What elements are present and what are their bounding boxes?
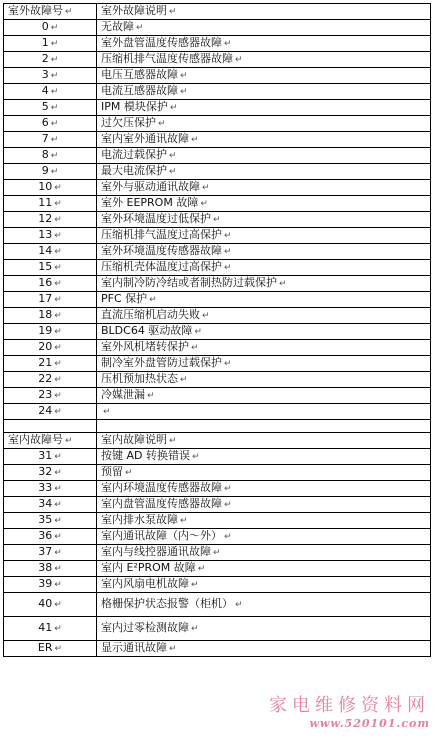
paragraph-mark: ↵ <box>50 151 59 161</box>
fault-description <box>97 308 431 324</box>
paragraph-mark: ↵ <box>54 183 62 193</box>
fault-description <box>97 324 431 340</box>
table-row <box>4 545 431 561</box>
paragraph-mark: ↵ <box>191 343 199 353</box>
paragraph-mark: ↵ <box>180 375 188 385</box>
fault-description <box>97 276 431 292</box>
fault-code <box>4 244 97 260</box>
fault-code <box>4 116 97 132</box>
fault-description <box>97 228 431 244</box>
table-row <box>4 513 431 529</box>
paragraph-mark: ↵ <box>54 279 62 289</box>
table-row <box>4 228 431 244</box>
table-row <box>4 308 431 324</box>
fault-description <box>97 292 431 308</box>
table-row <box>4 340 431 356</box>
fault-code <box>4 100 97 116</box>
table-row <box>4 84 431 100</box>
outdoor-header-desc-text: 室外故障说明 <box>101 4 167 17</box>
fault-description <box>97 132 431 148</box>
table-row <box>4 292 431 308</box>
fault-code <box>4 372 97 388</box>
fault-code-text: 20 <box>38 340 53 353</box>
fault-code <box>4 276 97 292</box>
paragraph-mark: ↵ <box>54 452 62 462</box>
table-row <box>4 561 431 577</box>
fault-description <box>97 356 431 372</box>
paragraph-mark: ↵ <box>192 452 200 462</box>
paragraph-mark: ↵ <box>54 247 62 257</box>
fault-description <box>97 68 431 84</box>
paragraph-mark: ↵ <box>197 564 206 574</box>
fault-description-text: BLDC64 驱动故障 <box>101 324 193 337</box>
fault-description <box>97 388 431 404</box>
table-row <box>4 36 431 52</box>
fault-code-text: 41 <box>38 621 53 634</box>
fault-code <box>4 388 97 404</box>
fault-description <box>97 497 431 513</box>
paragraph-mark: ↵ <box>54 375 62 385</box>
fault-description-text: 室内排水泵故障 <box>101 513 178 526</box>
fault-description <box>97 545 431 561</box>
fault-code-text: 0 <box>41 20 49 33</box>
fault-code-text: 21 <box>38 356 53 369</box>
fault-code <box>4 481 97 497</box>
paragraph-mark: ↵ <box>50 135 59 145</box>
table-row <box>4 212 431 228</box>
paragraph-mark: ↵ <box>65 436 73 446</box>
fault-code <box>4 465 97 481</box>
fault-code-text: 32 <box>38 465 53 478</box>
indoor-header-desc-text: 室内故障说明 <box>101 433 167 446</box>
table-row <box>4 449 431 465</box>
fault-description-text: 室外环境温度过低保护 <box>101 212 211 225</box>
fault-code <box>4 593 97 617</box>
fault-code <box>4 164 97 180</box>
fault-description-text: 室内制冷防冷结或者制热防过载保护 <box>101 276 277 289</box>
fault-code-text: 17 <box>38 292 53 305</box>
fault-code-text: 12 <box>38 212 53 225</box>
paragraph-mark: ↵ <box>54 532 62 542</box>
fault-description-text: 直流压缩机启动失败 <box>101 308 200 321</box>
fault-code-text: 1 <box>41 36 49 49</box>
fault-code <box>4 404 97 420</box>
table-row <box>4 465 431 481</box>
fault-code-text: 7 <box>41 132 49 145</box>
paragraph-mark: ↵ <box>169 103 178 113</box>
fault-description <box>97 465 431 481</box>
paragraph-mark: ↵ <box>224 247 232 257</box>
section-spacer-row <box>4 420 431 433</box>
fault-description-text: 室内过零检测故障 <box>101 621 189 634</box>
fault-code <box>4 449 97 465</box>
indoor-header-code <box>4 433 97 449</box>
fault-code-text: 13 <box>38 228 53 241</box>
fault-code-text: 22 <box>38 372 53 385</box>
fault-code <box>4 148 97 164</box>
fault-description <box>97 617 431 641</box>
table-row <box>4 68 431 84</box>
fault-code-table <box>3 3 431 657</box>
fault-code <box>4 641 97 657</box>
table-row <box>4 593 431 617</box>
paragraph-mark: ↵ <box>54 564 62 574</box>
fault-description <box>97 84 431 100</box>
fault-description <box>97 180 431 196</box>
fault-description <box>97 20 431 36</box>
fault-code <box>4 180 97 196</box>
table-row <box>4 164 431 180</box>
fault-description-text: 室内与线控器通讯故障 <box>101 545 211 558</box>
fault-description-text: 室内通讯故障（内～外） <box>101 529 222 542</box>
fault-description <box>97 36 431 52</box>
paragraph-mark: ↵ <box>54 624 62 634</box>
fault-code <box>4 529 97 545</box>
fault-description-text: 室内 E²PROM 故障 <box>101 561 196 574</box>
fault-code-text: 2 <box>41 52 49 65</box>
fault-description <box>97 481 431 497</box>
outdoor-header-row <box>4 4 431 20</box>
table-row <box>4 244 431 260</box>
fault-code <box>4 617 97 641</box>
paragraph-mark: ↵ <box>54 231 62 241</box>
fault-description-text: 室内风扇电机故障 <box>101 577 189 590</box>
paragraph-mark: ↵ <box>224 39 232 49</box>
fault-description-text: 压缩机排气温度传感器故障 <box>101 52 233 65</box>
fault-description <box>97 212 431 228</box>
paragraph-mark: ↵ <box>224 231 232 241</box>
fault-description-text: 最大电流保护 <box>101 164 167 177</box>
indoor-header-desc <box>97 433 431 449</box>
table-row <box>4 324 431 340</box>
empty-cell <box>97 420 431 433</box>
paragraph-mark: ↵ <box>50 23 59 33</box>
fault-description-text: PFC 保护 <box>101 292 148 305</box>
table-row <box>4 132 431 148</box>
fault-description-text: 压缩机壳体温度过高保护 <box>101 260 222 273</box>
paragraph-mark: ↵ <box>54 263 62 273</box>
paragraph-mark: ↵ <box>191 135 199 145</box>
fault-description <box>97 404 431 420</box>
fault-description-text: 格栅保护状态报警（柜机） <box>101 597 233 610</box>
fault-code-text: 23 <box>38 388 53 401</box>
fault-code <box>4 292 97 308</box>
paragraph-mark: ↵ <box>213 215 221 225</box>
fault-description-text: 过欠压保护 <box>101 116 156 129</box>
fault-description <box>97 577 431 593</box>
table-row <box>4 617 431 641</box>
fault-code <box>4 340 97 356</box>
fault-description <box>97 260 431 276</box>
fault-code <box>4 577 97 593</box>
table-row <box>4 196 431 212</box>
fault-description-text: 压机预加热状态 <box>101 372 178 385</box>
fault-code <box>4 356 97 372</box>
paragraph-mark: ↵ <box>54 548 62 558</box>
table-row <box>4 100 431 116</box>
fault-code-text: 16 <box>38 276 53 289</box>
fault-description-text: 无故障 <box>101 20 134 33</box>
indoor-header-code-text: 室内故障号 <box>8 433 63 446</box>
fault-description <box>97 196 431 212</box>
paragraph-mark: ↵ <box>224 484 232 494</box>
paragraph-mark: ↵ <box>54 407 62 417</box>
fault-description <box>97 529 431 545</box>
fault-code <box>4 497 97 513</box>
fault-description-text: 预留 <box>101 465 123 478</box>
fault-code-text: 33 <box>38 481 53 494</box>
paragraph-mark: ↵ <box>224 263 232 273</box>
fault-description-text: 室外环境温度传感器故障 <box>101 244 222 257</box>
fault-code-text: 24 <box>38 404 53 417</box>
fault-description-text: 压缩机排气温度过高保护 <box>101 228 222 241</box>
paragraph-mark: ↵ <box>169 7 177 17</box>
paragraph-mark: ↵ <box>54 468 62 478</box>
indoor-header-row <box>4 433 431 449</box>
paragraph-mark: ↵ <box>224 500 232 510</box>
fault-description <box>97 148 431 164</box>
paragraph-mark: ↵ <box>54 311 62 321</box>
paragraph-mark: ↵ <box>54 644 63 654</box>
fault-code-text: 18 <box>38 308 53 321</box>
fault-table-body <box>4 4 431 657</box>
fault-code-text: 11 <box>38 196 53 209</box>
paragraph-mark: ↵ <box>202 183 210 193</box>
fault-description-text: 电流过载保护 <box>101 148 167 161</box>
fault-code-text: 19 <box>38 324 53 337</box>
fault-description <box>97 100 431 116</box>
fault-code-text: 14 <box>38 244 53 257</box>
watermark-url: www.520101.com <box>309 717 430 730</box>
fault-code <box>4 132 97 148</box>
paragraph-mark: ↵ <box>191 624 199 634</box>
paragraph-mark: ↵ <box>279 279 287 289</box>
paragraph-mark: ↵ <box>158 119 166 129</box>
table-row <box>4 116 431 132</box>
paragraph-mark: ↵ <box>235 55 243 65</box>
paragraph-mark: ↵ <box>213 548 221 558</box>
fault-code-text: 35 <box>38 513 53 526</box>
paragraph-mark: ↵ <box>194 327 202 337</box>
paragraph-mark: ↵ <box>54 391 62 401</box>
table-row <box>4 20 431 36</box>
paragraph-mark: ↵ <box>180 71 188 81</box>
table-row <box>4 148 431 164</box>
fault-code-text: 4 <box>41 84 49 97</box>
fault-description <box>97 372 431 388</box>
fault-description-text: 显示通讯故障 <box>101 641 167 654</box>
fault-code-text: 15 <box>38 260 53 273</box>
fault-code-text: ER <box>37 641 53 654</box>
fault-code <box>4 513 97 529</box>
fault-description-text: 电流互感器故障 <box>101 84 178 97</box>
paragraph-mark: ↵ <box>169 151 177 161</box>
fault-description <box>97 164 431 180</box>
fault-description-text: IPM 模块保护 <box>101 100 168 113</box>
paragraph-mark: ↵ <box>147 391 155 401</box>
paragraph-mark: ↵ <box>50 87 59 97</box>
table-row <box>4 641 431 657</box>
paragraph-mark: ↵ <box>50 71 59 81</box>
paragraph-mark: ↵ <box>149 295 157 305</box>
table-row <box>4 260 431 276</box>
fault-code-text: 31 <box>38 449 53 462</box>
paragraph-mark: ↵ <box>50 55 59 65</box>
fault-description-text: 冷媒泄漏 <box>101 388 145 401</box>
fault-code-text: 9 <box>41 164 49 177</box>
paragraph-mark: ↵ <box>50 103 59 113</box>
fault-description <box>97 449 431 465</box>
paragraph-mark: ↵ <box>169 436 177 446</box>
empty-cell <box>4 420 97 433</box>
paragraph-mark: ↵ <box>54 199 62 209</box>
fault-code-text: 40 <box>38 597 53 610</box>
paragraph-mark: ↵ <box>235 600 243 610</box>
paragraph-mark: ↵ <box>54 500 62 510</box>
paragraph-mark: ↵ <box>65 7 73 17</box>
paragraph-mark: ↵ <box>54 359 62 369</box>
fault-code <box>4 561 97 577</box>
table-row <box>4 404 431 420</box>
paragraph-mark: ↵ <box>54 327 62 337</box>
fault-description-text: 室内环境温度传感器故障 <box>101 481 222 494</box>
fault-description <box>97 116 431 132</box>
paragraph-mark: ↵ <box>54 484 62 494</box>
fault-code-text: 37 <box>38 545 53 558</box>
table-row <box>4 529 431 545</box>
paragraph-mark: ↵ <box>50 39 59 49</box>
fault-description <box>97 593 431 617</box>
table-row <box>4 180 431 196</box>
watermark-title: 家电维修资料网 <box>269 695 430 716</box>
outdoor-header-desc <box>97 4 431 20</box>
fault-code-text: 5 <box>41 100 49 113</box>
fault-code <box>4 68 97 84</box>
fault-code-text: 6 <box>41 116 49 129</box>
site-watermark <box>269 691 430 730</box>
paragraph-mark: ↵ <box>54 343 62 353</box>
fault-code <box>4 228 97 244</box>
paragraph-mark: ↵ <box>54 516 62 526</box>
fault-code <box>4 20 97 36</box>
fault-description <box>97 52 431 68</box>
table-row <box>4 577 431 593</box>
table-row <box>4 52 431 68</box>
fault-code <box>4 260 97 276</box>
fault-description-text: 室外风机堵转保护 <box>101 340 189 353</box>
fault-description-text: 室外 EEPROM 故障 <box>101 196 199 209</box>
paragraph-mark: ↵ <box>200 199 208 209</box>
fault-description-text: 制冷室外盘管防过载保护 <box>101 356 222 369</box>
table-row <box>4 388 431 404</box>
paragraph-mark: ↵ <box>169 167 177 177</box>
paragraph-mark: ↵ <box>224 532 232 542</box>
fault-description-text: 按键 AD 转换错误 <box>101 449 190 462</box>
fault-description <box>97 244 431 260</box>
fault-code-text: 3 <box>41 68 49 81</box>
outdoor-header-code <box>4 4 97 20</box>
paragraph-mark: ↵ <box>180 516 188 526</box>
fault-description <box>97 641 431 657</box>
table-row <box>4 497 431 513</box>
fault-description-text: 室外盘管温度传感器故障 <box>101 36 222 49</box>
fault-code-text: 39 <box>38 577 53 590</box>
fault-description-text: 电压互感器故障 <box>101 68 178 81</box>
paragraph-mark: ↵ <box>54 215 62 225</box>
paragraph-mark: ↵ <box>136 23 144 33</box>
fault-code <box>4 212 97 228</box>
fault-code-text: 38 <box>38 561 53 574</box>
paragraph-mark: ↵ <box>169 644 177 654</box>
outdoor-header-code-text: 室外故障号 <box>8 4 63 17</box>
fault-description <box>97 340 431 356</box>
fault-code-text: 34 <box>38 497 53 510</box>
paragraph-mark: ↵ <box>54 580 62 590</box>
paragraph-mark: ↵ <box>180 87 188 97</box>
fault-code <box>4 196 97 212</box>
fault-code-text: 10 <box>38 180 53 193</box>
fault-description <box>97 513 431 529</box>
paragraph-mark: ↵ <box>125 468 133 478</box>
table-row <box>4 372 431 388</box>
fault-description-text: 室外与驱动通讯故障 <box>101 180 200 193</box>
fault-code-text: 36 <box>38 529 53 542</box>
fault-description <box>97 561 431 577</box>
table-row <box>4 356 431 372</box>
paragraph-mark: ↵ <box>54 600 62 610</box>
fault-code <box>4 36 97 52</box>
table-row <box>4 276 431 292</box>
fault-code <box>4 545 97 561</box>
fault-code <box>4 324 97 340</box>
paragraph-mark: ↵ <box>54 295 62 305</box>
fault-code <box>4 308 97 324</box>
paragraph-mark: ↵ <box>202 311 210 321</box>
paragraph-mark: ↵ <box>50 167 59 177</box>
fault-description-text: 室内室外通讯故障 <box>101 132 189 145</box>
fault-description-text: 室内盘管温度传感器故障 <box>101 497 222 510</box>
paragraph-mark: ↵ <box>191 580 199 590</box>
table-row <box>4 481 431 497</box>
fault-code <box>4 52 97 68</box>
paragraph-mark: ↵ <box>224 359 232 369</box>
paragraph-mark: ↵ <box>50 119 59 129</box>
fault-code-text: 8 <box>41 148 49 161</box>
paragraph-mark: ↵ <box>103 407 111 417</box>
fault-code <box>4 84 97 100</box>
